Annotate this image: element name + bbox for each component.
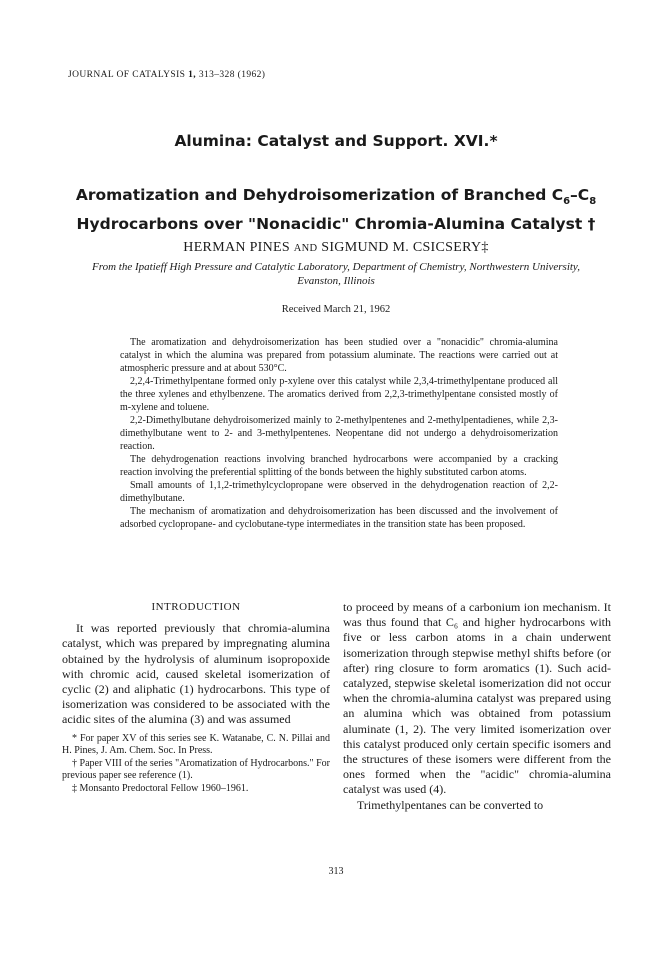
author-1: HERMAN PINES: [183, 240, 290, 255]
abstract-paragraph: 2,2-Dimethylbutane dehydroisomerized mainly to 2-methylpentenes and 2-methylpentadienes, while 2,3-dimethylbutane went to 2- and 3-methylpentenes. Neopentane did not undergo a dehydroisomerization reaction.: [120, 415, 558, 452]
series-title: Alumina: Catalyst and Support. XVI.*: [174, 132, 498, 150]
left-column: [62, 600, 330, 795]
section-heading: INTRODUCTION: [151, 601, 241, 613]
abstract-paragraph: Small amounts of 1,1,2-trimethylcyclopropane were observed in the dehydrogenation reaction of 2,2-dimethylbutane.: [120, 480, 558, 504]
journal-pages: 313–328 (1962): [198, 70, 266, 80]
abstract-paragraph: 2,2,4-Trimethylpentane formed only p-xylene over this catalyst while 2,3,4-trimethylpentane produced all the three xylenes and ethylbenzene. The aromatics derived from 2,2,3-trimethylpentane consisted mostly of m-xylene and toluene.: [120, 376, 558, 413]
abstract-paragraph: The aromatization and dehydroisomerization has been studied over a "nonacidic" chromia-alumina catalyst in which the alumina was prepared from potassium aluminate. The reactions were carried out at atmospheric pressure and at about 530°C.: [120, 337, 558, 374]
body-paragraph: Trimethylpentanes can be converted to: [357, 797, 544, 812]
abstract: [120, 336, 558, 531]
received-date: Received March 21, 1962: [281, 304, 391, 315]
body-paragraph: It was reported previously that chromia-alumina catalyst, which was prepared by impregnating alumina obtained by the hydrolysis of aluminum isopropoxide with chromic acid, caused skeletal isomerization of cyclic (2) and aliphatic (1) hydrocarbons. This type of isomerization was considered to be associated with the acidic sites of the alumina (3) and was assumed: [62, 621, 330, 727]
author-and: AND: [293, 243, 318, 254]
page-number: 313: [328, 866, 344, 877]
author-2: SIGMUND M. CSICSERY‡: [321, 240, 489, 255]
abstract-paragraph: The dehydrogenation reactions involving branched hydrocarbons were accompanied by a cracking reaction involving the preferential splitting of the bonds between the highly substituted carbon atoms.: [120, 454, 558, 478]
journal-name: JOURNAL OF CATALYSIS: [68, 70, 186, 80]
running-header: [68, 70, 265, 80]
title-sub2: 8: [589, 196, 597, 208]
title-line2: Hydrocarbons over "Nonacidic" Chromia-Alumina Catalyst †: [76, 215, 596, 234]
abstract-paragraph: The mechanism of aromatization and dehydroisomerization has been discussed and the involvement of adsorbed cyclopropane- and cyclobutane-type intermediates in the transition state has been proposed.: [120, 506, 558, 530]
footnote: ‡ Monsanto Predoctoral Fellow 1960–1961.: [72, 782, 249, 794]
journal-volume: 1,: [188, 70, 197, 80]
affiliation: From the Ipatieff High Pressure and Catalytic Laboratory, Department of Chemistry, Northwestern University, Evanston, Illinois: [92, 261, 580, 287]
title-dash: –C: [570, 186, 590, 204]
article-title: [60, 184, 612, 236]
title-sub1: 6: [563, 196, 571, 208]
footnote: † Paper VIII of the series "Aromatization of Hydrocarbons." For previous paper see reference (1).: [62, 757, 330, 782]
title-line1: Aromatization and Dehydroisomerization of Branched C: [75, 186, 564, 204]
authors: [0, 240, 672, 256]
body-paragraph: to proceed by means of a carbonium ion mechanism. It was thus found that C₆ and higher hydrocarbons with five or less carbon atoms in a chain underwent isomerization through stepwise methyl shifts before (or after) ring closure to form aromatics (1). Such acid-catalyzed, stepwise skeletal isomerization did not occur when the chromia-alumina catalyst was prepared using an alumina which was obtained from potassium aluminate (1, 2). The very limited isomerization over this catalyst produced only certain specific isomers and the structures of these isomers were different from the ones formed when the "acidic" chromia-alumina catalyst was used (4).: [343, 600, 611, 797]
footnotes: [62, 733, 330, 796]
footnote: * For paper XV of this series see K. Watanabe, C. N. Pillai and H. Pines, J. Am. Chem. Soc. In Press.: [62, 732, 330, 757]
right-column: [343, 600, 611, 813]
